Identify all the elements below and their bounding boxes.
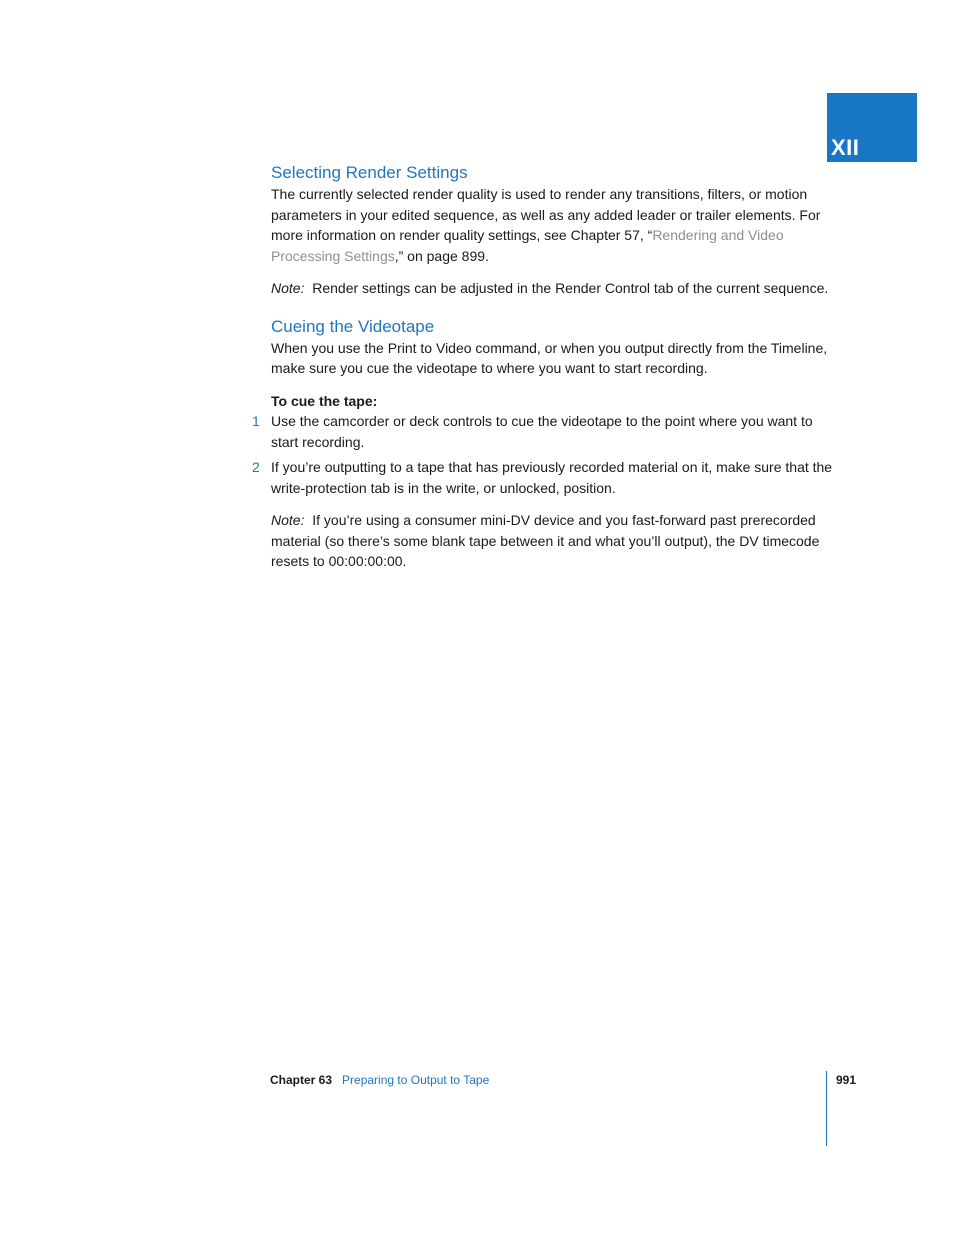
cueing-paragraph: When you use the Print to Video command, or when you output directly from the Timeline, make sure you cue the videotape to where you want to start recording. bbox=[271, 339, 828, 376]
section-heading-cueing-videotape: Cueing the Videotape bbox=[271, 316, 435, 336]
note-text: Render settings can be adjusted in the Render Control tab of the current sequence. bbox=[312, 280, 829, 296]
procedure-title: To cue the tape: bbox=[271, 392, 378, 409]
procedure-step bbox=[252, 457, 841, 498]
section-heading-render-settings: Selecting Render Settings bbox=[271, 163, 468, 182]
rendering-settings-link[interactable]: Rendering and Video Processing Settings bbox=[271, 227, 784, 264]
part-tab bbox=[827, 93, 917, 162]
step-number: 2 bbox=[252, 459, 260, 475]
render-settings-note bbox=[271, 278, 841, 299]
step-number: 1 bbox=[252, 413, 260, 429]
render-settings-paragraph bbox=[271, 184, 841, 266]
page-number: 991 bbox=[836, 1073, 857, 1087]
step-text: If you’re outputting to a tape that has previously recorded material on it, make sure that the write-protection tab is in the write, or unlocked, position. bbox=[271, 459, 833, 496]
procedure-step bbox=[252, 411, 841, 452]
paragraph-text: ,” on page 899. bbox=[394, 247, 489, 264]
page-footer bbox=[270, 1072, 489, 1088]
footer-chapter: Chapter 63 bbox=[270, 1073, 333, 1087]
note-text: If you’re using a consumer mini-DV device and you fast-forward past prerecorded material (so there’s some blank tape between it and what you’ll output), the DV timecode resets to 00:00:00:00. bbox=[271, 512, 820, 569]
footer-divider bbox=[826, 1071, 827, 1146]
part-tab-label: XII bbox=[831, 135, 860, 160]
page-content bbox=[252, 162, 841, 572]
cueing-note bbox=[271, 510, 841, 572]
footer-chapter-title[interactable]: Preparing to Output to Tape bbox=[342, 1073, 490, 1087]
step-text: Use the camcorder or deck controls to cue the videotape to the point where you want to start recording. bbox=[271, 413, 813, 450]
note-label: Note: bbox=[271, 512, 305, 528]
paragraph-text: The currently selected render quality is used to render any transitions, filters, or motion parameters in your edited sequence, as well as any added leader or trailer elements. For more information on render quality settings, see Chapter 57, “ bbox=[271, 186, 821, 243]
note-label: Note: bbox=[271, 280, 305, 296]
